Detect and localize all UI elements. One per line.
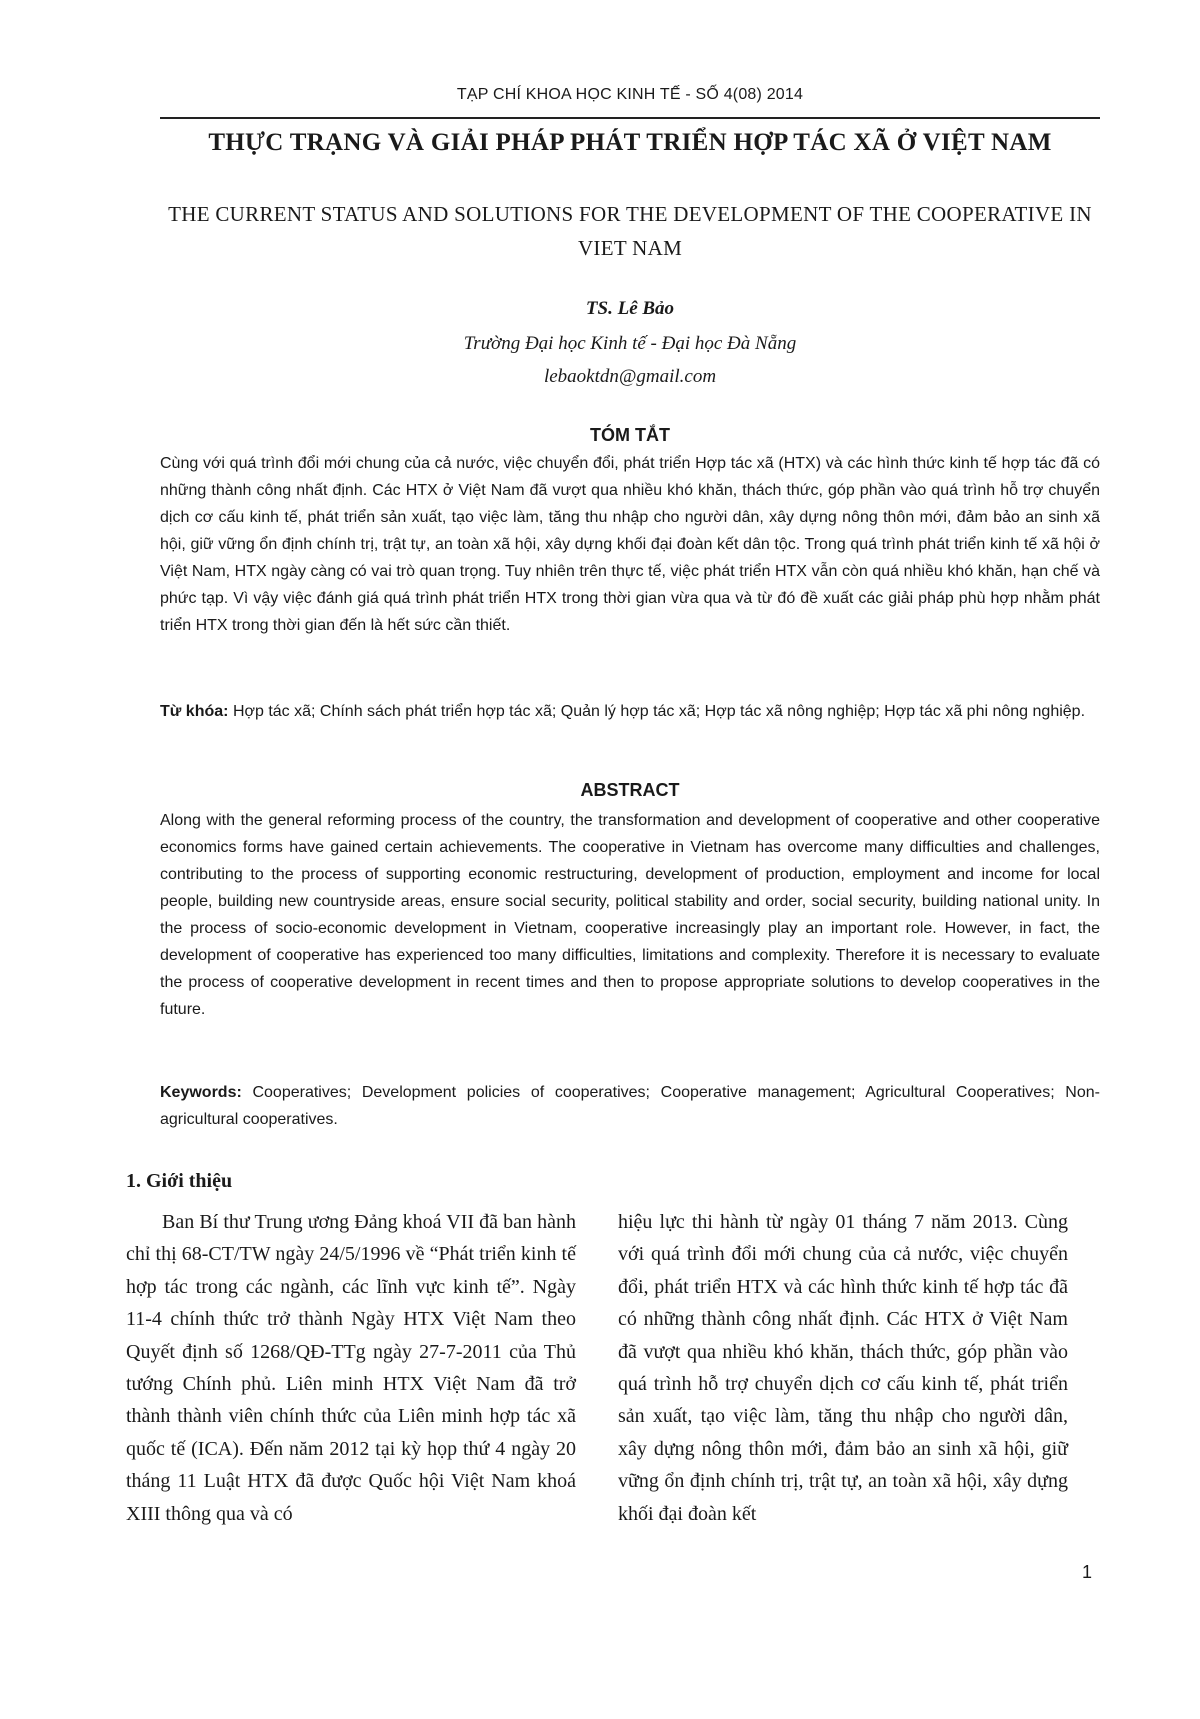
abstract-keywords-text: Cooperatives; Development policies of cooperatives; Cooperative management; Agricultural Cooperatives; Non-agricultural cooperatives. bbox=[160, 1084, 1100, 1128]
section-1-column-right: hiệu lực thi hành từ ngày 01 tháng 7 năm 2013. Cùng với quá trình đổi mới chung của cả nước, việc chuyển đổi, phát triển HTX và các hình thức kinh tế hợp tác đã có những thành công nhất định. Các HTX ở Việt Nam đã vượt qua nhiều khó khăn, thách thức, góp phần vào quá trình hỗ trợ chuyển dịch cơ cấu kinh tế, phát triển sản xuất, tạo việc làm, tăng thu nhập cho người dân, xây dựng nông thôn mới, đảm bảo an sinh xã hội, giữ vững ổn định chính trị, trật tự, an toàn xã hội, xây dựng khối đại đoàn kết bbox=[618, 1211, 1068, 1525]
summary-keywords bbox=[160, 698, 1100, 725]
abstract-body: Along with the general reforming process of the country, the transformation and development of cooperative and other cooperative economics forms have gained certain achievements. The cooperative in Vietnam has overcome many difficulties and challenges, contributing to the process of supporting economic restructuring, development of production, employment and income for local people, building new countryside areas, ensure social security, political stability and order, social security, building national unity. In the process of socio-economic development in Vietnam, cooperative increasingly play an important role. However, in fact, the development of cooperative has experienced too many difficulties, limitations and complexity. Therefore it is necessary to evaluate the process of cooperative development in recent times and then to propose appropriate solutions to develop cooperatives in the future. bbox=[160, 812, 1100, 1018]
author-name: TS. Lê Bảo bbox=[585, 298, 675, 319]
summary-keywords-label: Từ khóa: bbox=[160, 703, 229, 720]
author-email: lebaoktdn@gmail.com bbox=[543, 366, 717, 387]
paper-title-english: THE CURRENT STATUS AND SOLUTIONS FOR THE DEVELOPMENT OF THE COOPERATIVE IN VIET NAM bbox=[168, 202, 1092, 260]
summary-body: Cùng với quá trình đổi mới chung của cả nước, việc chuyển đổi, phát triển Hợp tác xã (HTX) và các hình thức kinh tế hợp tác đã có những thành công nhất định. Các HTX ở Việt Nam đã vượt qua nhiều khó khăn, thách thức, góp phần vào quá trình hỗ trợ chuyển dịch cơ cấu kinh tế, phát triển sản xuất, tạo việc làm, tăng thu nhập cho người dân, xây dựng nông thôn mới, đảm bảo an sinh xã hội, giữ vững ổn định chính trị, trật tự, an toàn xã hội, xây dựng khối đại đoàn kết dân tộc. Trong quá trình phát triển kinh tế xã hội ở Việt Nam, HTX ngày càng có vai trò quan trọng. Tuy nhiên trên thực tế, việc phát triển HTX vẫn còn quá nhiều khó khăn, hạn chế và phức tạp. Vì vậy việc đánh giá quá trình phát triển HTX trong thời gian vừa qua và từ đó đề xuất các giải pháp phù hợp nhằm phát triển HTX trong thời gian đến là hết sức cần thiết. bbox=[160, 455, 1100, 634]
paper-title-vietnamese: THỰC TRẠNG VÀ GIẢI PHÁP PHÁT TRIỂN HỢP TÁC XÃ Ở VIỆT NAM bbox=[208, 129, 1052, 156]
author-affiliation: Trường Đại học Kinh tế - Đại học Đà Nẵng bbox=[463, 333, 797, 354]
page-number: 1 bbox=[1082, 1562, 1093, 1582]
abstract-heading: ABSTRACT bbox=[580, 780, 680, 800]
journal-header: TẠP CHÍ KHOA HỌC KINH TẾ - SỐ 4(08) 2014 bbox=[456, 86, 804, 103]
header-divider bbox=[160, 117, 1100, 119]
abstract-keywords bbox=[160, 1079, 1100, 1133]
abstract-keywords-label: Keywords: bbox=[160, 1084, 242, 1101]
summary-keywords-text: Hợp tác xã; Chính sách phát triển hợp tác xã; Quản lý hợp tác xã; Hợp tác xã nông nghiệp; Hợp tác xã phi nông nghiệp. bbox=[232, 703, 1086, 720]
summary-heading: TÓM TẮT bbox=[590, 425, 670, 445]
section-1-column-left: Ban Bí thư Trung ương Đảng khoá VII đã ban hành chỉ thị 68-CT/TW ngày 24/5/1996 về “Phát triển kinh tế hợp tác trong các ngành, các lĩnh vực kinh tế”. Ngày 11-4 chính thức trở thành Ngày HTX Việt Nam theo Quyết định số 1268/QĐ-TTg ngày 27-7-2011 của Thủ tướng Chính phủ. Liên minh HTX Việt Nam đã trở thành thành viên chính thức của Liên minh hợp tác xã quốc tế (ICA). Đến năm 2012 tại kỳ họp thứ 4 ngày 20 tháng 11 Luật HTX đã được Quốc hội Việt Nam khoá XIII thông qua và có bbox=[126, 1211, 576, 1525]
section-1-title: 1. Giới thiệu bbox=[126, 1170, 233, 1192]
